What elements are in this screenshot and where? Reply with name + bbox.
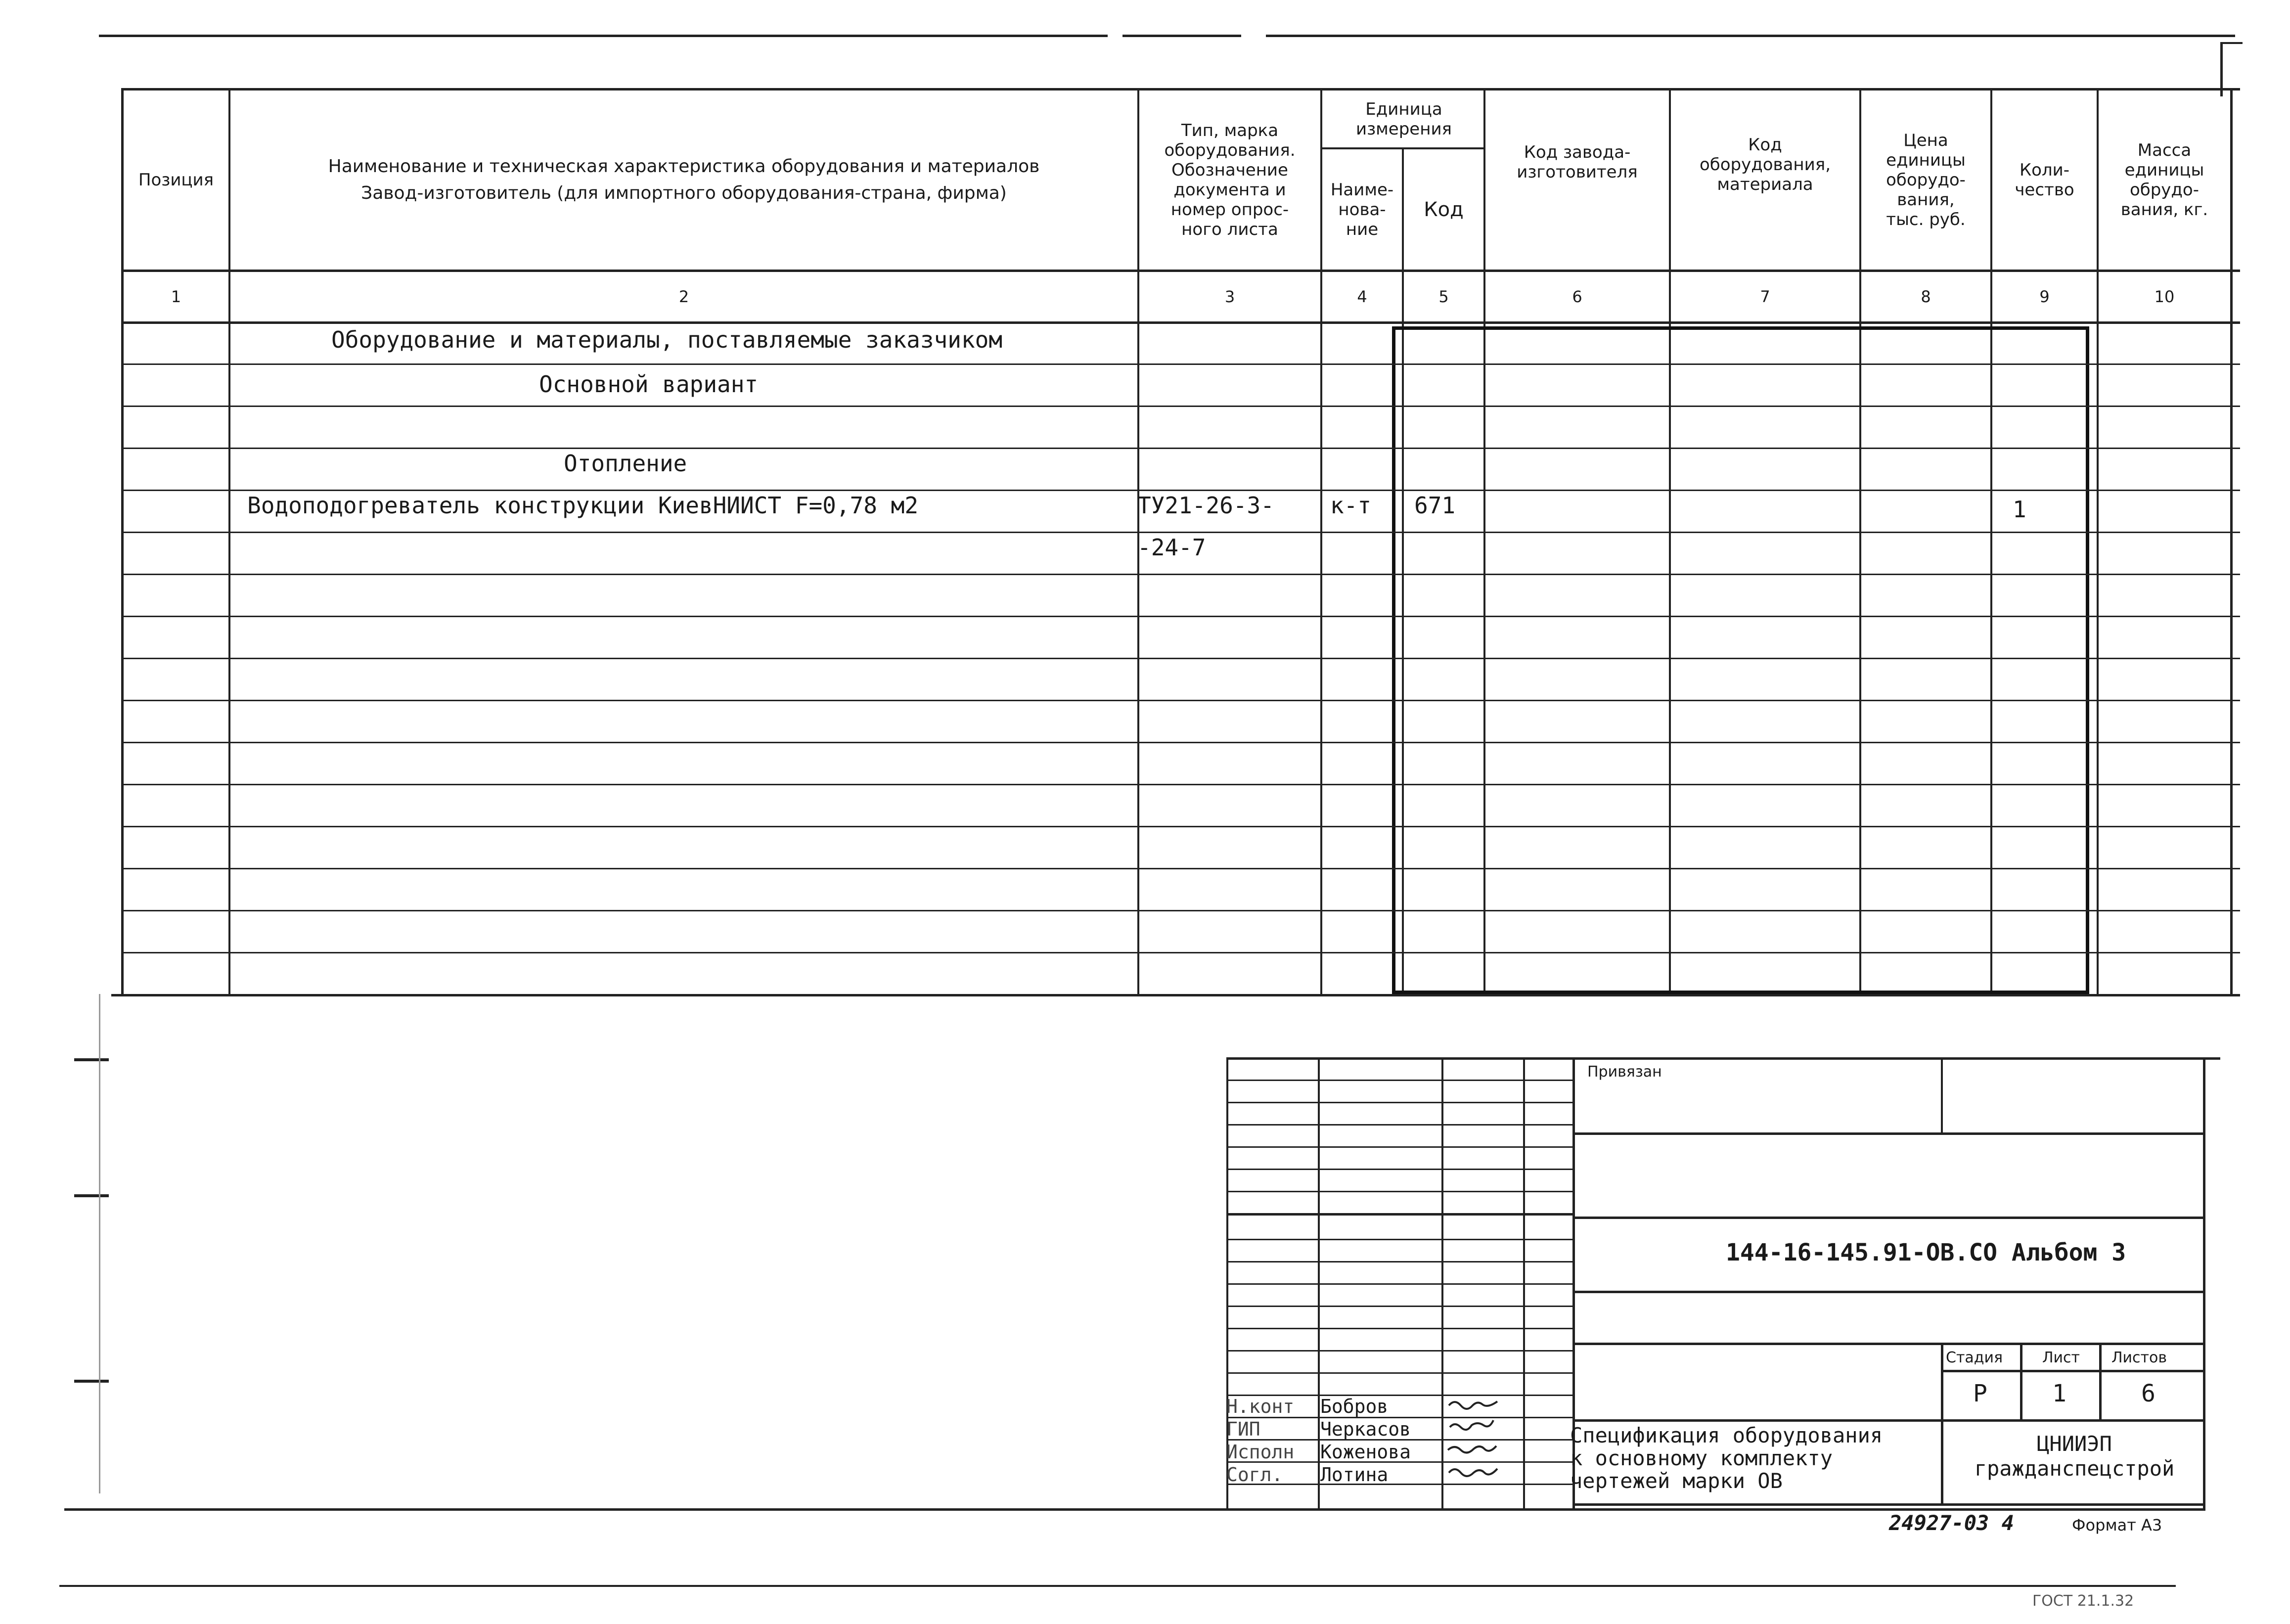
sheets-value: 6 bbox=[2141, 1380, 2155, 1407]
header-factory-code: Код завода- изготовителя bbox=[1517, 142, 1638, 182]
header-mass: Масса единицы обрудо- вания, кг. bbox=[2120, 140, 2208, 220]
row-line bbox=[121, 490, 2240, 491]
top-border-line bbox=[99, 35, 1108, 37]
row-line bbox=[121, 658, 2240, 659]
table-bottom-border bbox=[111, 994, 2240, 996]
organization: ЦНИИЭП гражданспецстрой bbox=[1974, 1432, 2175, 1481]
row-line bbox=[121, 448, 2240, 449]
col-border bbox=[2230, 88, 2233, 994]
column-number: 6 bbox=[1572, 287, 1582, 306]
item-name: Водоподогреватель конструкции КиевНИИСТ F=0,78 м2 bbox=[247, 492, 919, 519]
tb-grid-row bbox=[1226, 1306, 1572, 1307]
top-border-line bbox=[1266, 35, 2235, 37]
document-title: Спецификация оборудования к основному комплекту чертежей марки ОВ bbox=[1570, 1423, 1883, 1493]
document-code: 144-16-145.91-ОВ.СО Альбом 3 bbox=[1726, 1239, 2126, 1266]
row-line bbox=[121, 952, 2240, 953]
signature-name: Черкасов bbox=[1320, 1418, 1411, 1440]
bottom-frame-line bbox=[64, 1508, 2205, 1511]
column-number: 8 bbox=[1921, 287, 1931, 306]
row-line bbox=[121, 406, 2240, 407]
inventory-number: 24927-03 4 bbox=[1889, 1511, 2014, 1535]
tb-grid-row bbox=[1226, 1124, 1572, 1126]
margin-tick bbox=[74, 1058, 109, 1061]
left-frame-line bbox=[99, 994, 100, 1493]
section-heading: Оборудование и материалы, поставляемые заказчиком bbox=[331, 326, 1003, 353]
header-position: Позиция bbox=[138, 170, 214, 190]
column-number: 9 bbox=[2039, 287, 2050, 306]
row-line bbox=[121, 784, 2240, 785]
privyazan-label: Привязан bbox=[1587, 1063, 1662, 1081]
header-price: Цена единицы оборудо- вания, тыс. руб. bbox=[1886, 131, 1966, 229]
tb-grid-row bbox=[1226, 1328, 1572, 1329]
row-line bbox=[121, 616, 2240, 617]
row-line bbox=[121, 700, 2240, 701]
margin-tick bbox=[74, 1194, 109, 1197]
item-type-continued: -24-7 bbox=[1137, 534, 1206, 561]
tb-grid-row bbox=[1226, 1146, 1572, 1148]
right-border-tick bbox=[2223, 42, 2243, 44]
tb-grid-row bbox=[1226, 1261, 1572, 1263]
column-number: 3 bbox=[1224, 287, 1235, 306]
signature-name: Коженова bbox=[1320, 1441, 1411, 1463]
row-line bbox=[121, 868, 2240, 869]
tb-right bbox=[2203, 1057, 2205, 1508]
bottom-page-line bbox=[59, 1585, 2176, 1587]
row-line bbox=[121, 742, 2240, 743]
column-number: 4 bbox=[1357, 287, 1367, 306]
item-quantity: 1 bbox=[2013, 496, 2026, 523]
row-line bbox=[121, 910, 2240, 911]
row-line bbox=[121, 574, 2240, 575]
tb-row bbox=[1572, 1419, 2205, 1422]
tb-grid-row bbox=[1226, 1372, 1572, 1374]
tb-row bbox=[1941, 1370, 2205, 1372]
tb-row bbox=[1572, 1291, 2205, 1293]
tb-grid-row bbox=[1226, 1283, 1572, 1285]
handwritten-signatures bbox=[1444, 1395, 1523, 1489]
signature-role: Исполн bbox=[1226, 1441, 1295, 1463]
row-line bbox=[121, 826, 2240, 827]
sheets-label: Листов bbox=[2111, 1349, 2167, 1366]
item-unit-code: 671 bbox=[1414, 492, 1456, 519]
item-type: ТУ21-26-3- bbox=[1137, 492, 1274, 519]
column-number: 1 bbox=[171, 287, 181, 306]
column-number: 7 bbox=[1760, 287, 1770, 306]
tb-row bbox=[1572, 1217, 2205, 1219]
tb-stage-split bbox=[2020, 1343, 2022, 1419]
header-unit: Единица измерения bbox=[1355, 99, 1452, 139]
row-line bbox=[121, 363, 2240, 365]
tb-grid-row bbox=[1226, 1169, 1572, 1170]
sheet-label: Лист bbox=[2042, 1349, 2080, 1366]
item-unit-name: к-т bbox=[1330, 492, 1372, 519]
tb-stage-split bbox=[1941, 1343, 1943, 1506]
stage-value: Р bbox=[1973, 1380, 1987, 1407]
table-numbers-bottom bbox=[121, 321, 2240, 324]
header-unit-code: Код bbox=[1424, 198, 1464, 221]
row-line bbox=[121, 532, 2240, 533]
signature-role: Согл. bbox=[1226, 1464, 1283, 1486]
header-unit-name: Наиме- нова- ние bbox=[1330, 180, 1394, 239]
tb-grid-row bbox=[1226, 1080, 1572, 1081]
tb-stage-split bbox=[2099, 1343, 2102, 1419]
tb-top bbox=[1226, 1057, 2220, 1060]
sheet-value: 1 bbox=[2052, 1380, 2066, 1407]
tb-grid-row bbox=[1226, 1239, 1572, 1240]
gost-label: ГОСТ 21.1.32 bbox=[2032, 1592, 2134, 1610]
signature-name: Лотина bbox=[1320, 1464, 1389, 1486]
margin-tick bbox=[74, 1380, 109, 1383]
tb-row bbox=[1572, 1132, 2205, 1135]
signature-role: ГИП bbox=[1226, 1418, 1260, 1440]
column-number: 2 bbox=[678, 287, 689, 306]
tb-grid-row bbox=[1226, 1102, 1572, 1103]
variant-heading: Основной вариант bbox=[539, 371, 759, 398]
header-quantity: Коли- чество bbox=[2015, 160, 2074, 200]
stage-label: Стадия bbox=[1946, 1349, 2003, 1366]
header-name: Наименование и техническая характеристика оборудования и материалов Завод-изготовитель (для импортного оборудования-страна, фирма) bbox=[328, 156, 1040, 203]
header-equipment-code: Код оборудования, материала bbox=[1699, 135, 1831, 194]
tb-grid-row bbox=[1226, 1191, 1572, 1192]
format-label: Формат А3 bbox=[2072, 1516, 2162, 1534]
signature-role: Н.конт bbox=[1226, 1396, 1295, 1417]
column-number: 5 bbox=[1438, 287, 1449, 306]
header-type: Тип, марка оборудования. Обозначение документа и номер опрос- ного листа bbox=[1164, 121, 1296, 239]
tb-row bbox=[1572, 1343, 2205, 1345]
tb-grid-row bbox=[1226, 1213, 1572, 1216]
top-border-line bbox=[1123, 35, 1241, 37]
signature-name: Бобров bbox=[1320, 1396, 1389, 1417]
column-number: 10 bbox=[2154, 287, 2175, 306]
tb-bottom bbox=[1572, 1503, 2205, 1506]
tb-privyazan-split bbox=[1941, 1057, 1943, 1132]
tb-grid-row bbox=[1226, 1350, 1572, 1352]
bold-frame bbox=[1392, 326, 2089, 994]
subsection-heading: Отопление bbox=[564, 450, 687, 477]
